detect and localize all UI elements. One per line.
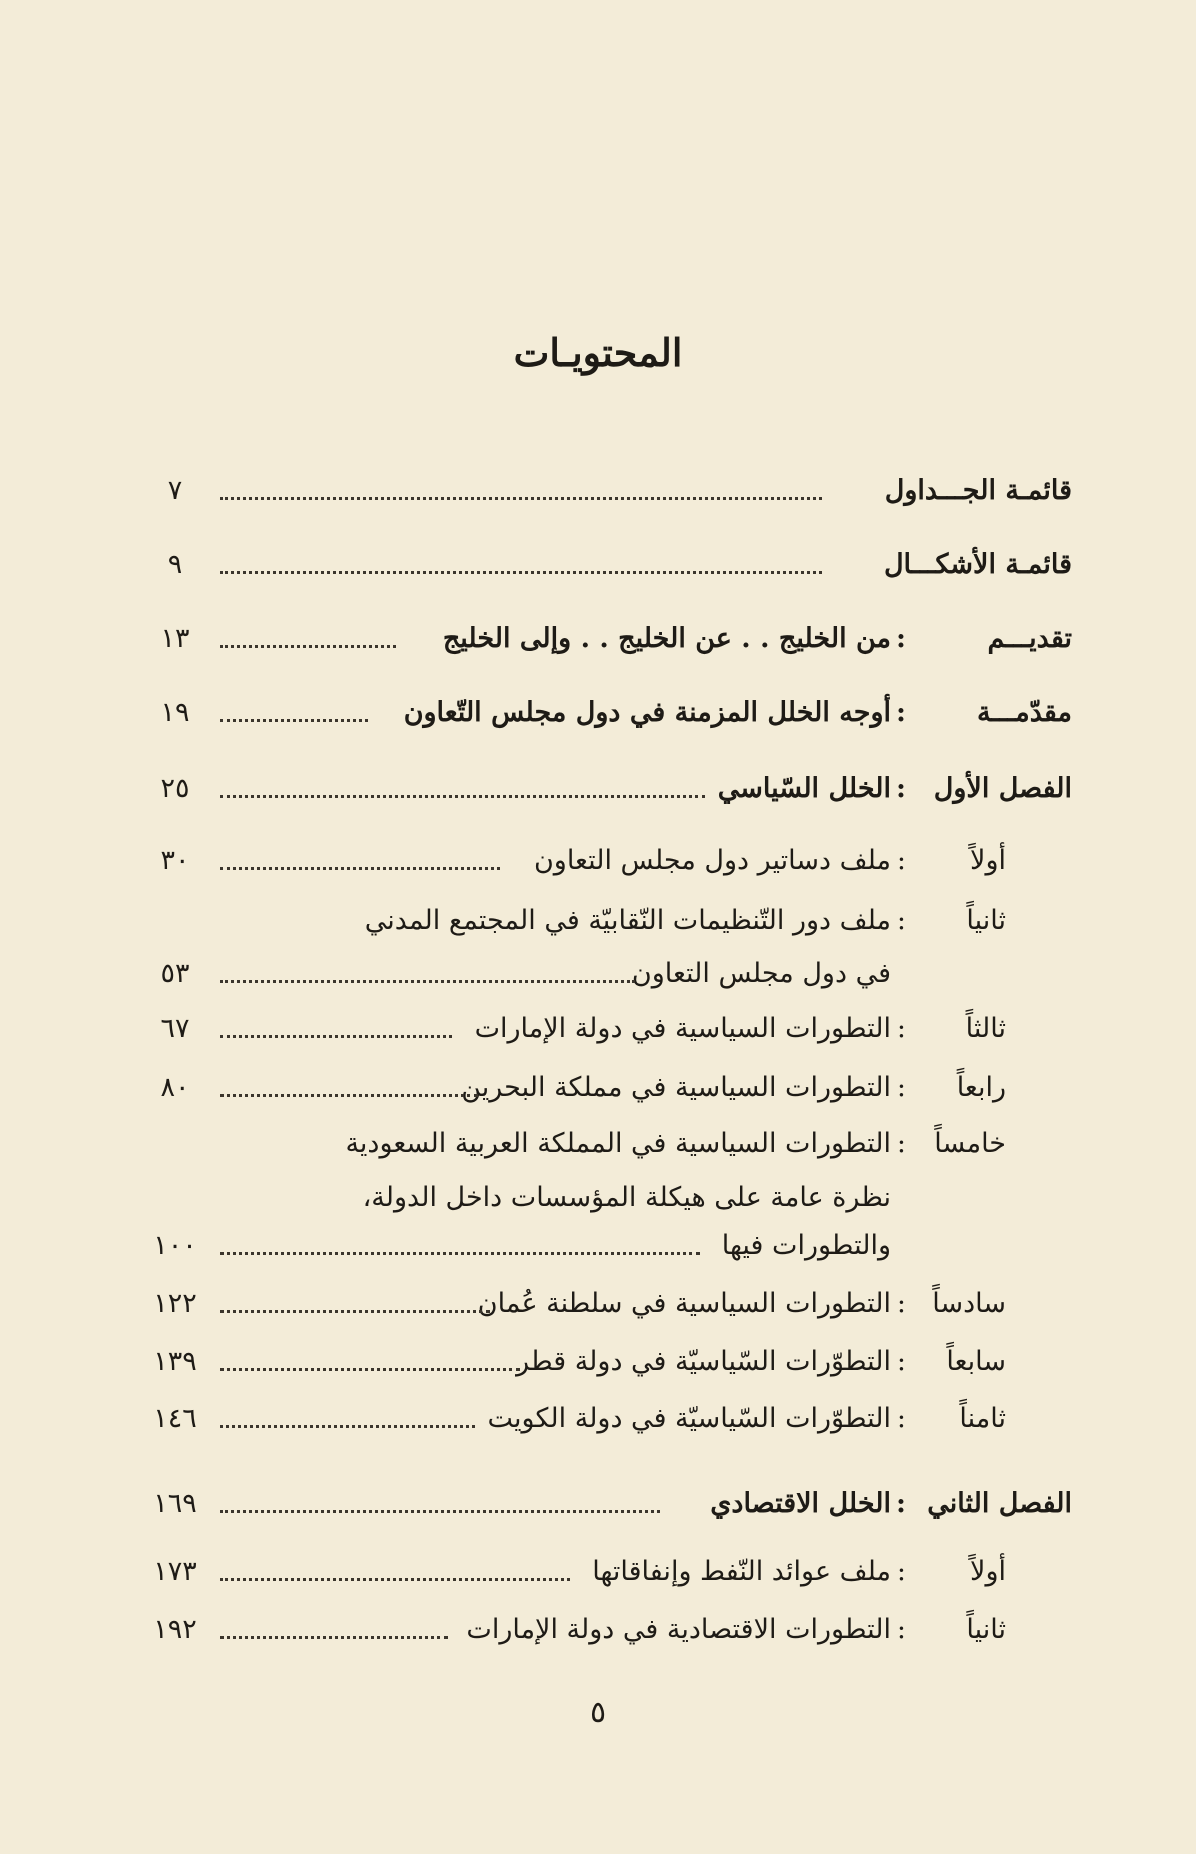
toc-entry-page: ١٩٢ (153, 1614, 197, 1645)
toc-entry-page: ١٩ (160, 697, 190, 728)
toc-entry-label: أولاً (970, 1556, 1006, 1587)
toc-entry-title-line2: نظرة عامة على هيكلة المؤسسات داخل الدولة، (362, 1182, 891, 1213)
leader-dots (220, 1035, 452, 1038)
leader-dots (220, 1636, 448, 1639)
toc-entry-introduction[interactable] (0, 697, 1196, 741)
toc-entry-colon: : (896, 623, 906, 654)
toc-entry-colon: : (896, 845, 906, 876)
toc-entry-page: ٨٠ (160, 1072, 190, 1103)
toc-entry-title: أوجه الخلل المزمنة في دول مجلس التّعاون (403, 697, 891, 728)
toc-entry-section[interactable] (0, 1403, 1196, 1447)
leader-dots (220, 719, 368, 722)
toc-entry-colon: : (896, 1288, 906, 1319)
toc-entry-title: التطورات السياسية في المملكة العربية السعودية (345, 1128, 891, 1159)
toc-entry-page: ١٦٩ (153, 1488, 197, 1519)
toc-entry-title: التطورات السياسية في سلطنة عُمان (477, 1288, 891, 1319)
toc-entry-title: ملف عوائد النّفط وإنفاقاتها (592, 1556, 891, 1587)
toc-entry-section[interactable] (0, 1614, 1196, 1658)
toc-entry-section[interactable] (0, 1288, 1196, 1332)
toc-entry-section[interactable] (0, 905, 1196, 949)
toc-entry-title: التطوّرات السّياسيّة في دولة قطر (516, 1346, 891, 1377)
toc-entry-page: ٥٣ (160, 958, 190, 989)
toc-entry-section[interactable] (0, 1013, 1196, 1057)
toc-entry-page: ١٣٩ (153, 1346, 197, 1377)
toc-entry-colon: : (896, 773, 906, 804)
toc-entry-label: تقديـــم (987, 623, 1072, 654)
toc-entry-title-line2: في دول مجلس التعاون (631, 958, 891, 989)
toc-entry-page: ١٢٢ (153, 1288, 197, 1319)
toc-entry-label: ثانياً (966, 1614, 1006, 1645)
toc-entry-chapter-1[interactable] (0, 773, 1196, 817)
toc-entry-title: التطورات السياسية في دولة الإمارات (474, 1013, 891, 1044)
toc-entry-label: سابعاً (946, 1346, 1006, 1377)
toc-entry-section[interactable] (0, 1128, 1196, 1172)
leader-dots (220, 1310, 490, 1313)
toc-entry-colon: : (896, 1488, 906, 1519)
toc-entry-colon: : (896, 697, 906, 728)
toc-entry-colon: : (896, 1128, 906, 1159)
toc-entry-list-of-figures[interactable] (0, 549, 1196, 593)
toc-entry-section[interactable] (0, 1556, 1196, 1600)
leader-dots (220, 867, 500, 870)
toc-entry-title: التطوّرات السّياسيّة في دولة الكويت (487, 1403, 891, 1434)
toc-entry-chapter-2[interactable] (0, 1488, 1196, 1532)
toc-entry-page: ١٣ (160, 623, 190, 654)
toc-entry-title: الخلل الاقتصادي (710, 1488, 891, 1519)
toc-entry-label: قائمـة الأشكـــال (883, 549, 1072, 580)
toc-entry-colon: : (896, 1614, 906, 1645)
toc-entry-label: الفصل الثاني (927, 1488, 1072, 1519)
toc-entry-title: ملف دور التّنظيمات النّقابيّة في المجتمع المدني (364, 905, 891, 936)
leader-dots (220, 1578, 570, 1581)
toc-entry-continuation (0, 1230, 1196, 1274)
toc-entry-continuation (0, 1182, 1196, 1226)
toc-entry-label: سادساً (932, 1288, 1006, 1319)
toc-entry-section[interactable] (0, 845, 1196, 889)
toc-entry-colon: : (896, 1556, 906, 1587)
toc-entry-colon: : (896, 905, 906, 936)
toc-entry-section[interactable] (0, 1072, 1196, 1116)
leader-dots (220, 1252, 700, 1255)
leader-dots (220, 645, 396, 648)
toc-entry-colon: : (896, 1013, 906, 1044)
toc-entry-page: ٢٥ (160, 773, 190, 804)
leader-dots (220, 980, 635, 983)
page-number: ٥ (589, 1695, 607, 1730)
leader-dots (220, 497, 822, 500)
leader-dots (220, 795, 705, 798)
leader-dots (220, 571, 822, 574)
toc-entry-colon: : (896, 1072, 906, 1103)
toc-entry-title: من الخليج . . عن الخليج . . وإلى الخليج (442, 623, 891, 654)
toc-entry-label: قائمـة الجـــداول (884, 475, 1072, 506)
toc-entry-page: ٣٠ (160, 845, 190, 876)
toc-entry-page: ٦٧ (160, 1013, 190, 1044)
toc-entry-continuation (0, 958, 1196, 1002)
toc-entry-title-line3: والتطورات فيها (721, 1230, 891, 1261)
leader-dots (220, 1510, 660, 1513)
toc-entry-colon: : (896, 1403, 906, 1434)
toc-entry-label: رابعاً (956, 1072, 1006, 1103)
toc-entry-title: الخلل السّياسي (717, 773, 891, 804)
toc-entry-label: خامساً (934, 1128, 1006, 1159)
toc-entry-label: مقدّمـــة (977, 697, 1072, 728)
toc-entry-title: ملف دساتير دول مجلس التعاون (533, 845, 891, 876)
leader-dots (220, 1425, 475, 1428)
leader-dots (220, 1368, 520, 1371)
toc-entry-page: ٧ (167, 475, 183, 506)
toc-entry-page: ١٠٠ (153, 1230, 197, 1261)
toc-entry-list-of-tables[interactable] (0, 475, 1196, 519)
leader-dots (220, 1094, 478, 1097)
toc-entry-page: ١٧٣ (153, 1556, 197, 1587)
toc-entry-preface[interactable] (0, 623, 1196, 667)
toc-entry-colon: : (896, 1346, 906, 1377)
toc-entry-label: ثالثاً (965, 1013, 1006, 1044)
toc-entry-title: التطورات الاقتصادية في دولة الإمارات (466, 1614, 891, 1645)
toc-entry-label: أولاً (970, 845, 1006, 876)
toc-entry-label: ثانياً (966, 905, 1006, 936)
toc-entry-page: ٩ (167, 549, 183, 580)
toc-entry-label: الفصل الأول (933, 773, 1072, 804)
page-title: المحتويـات (513, 330, 683, 375)
toc-entry-section[interactable] (0, 1346, 1196, 1390)
toc-entry-label: ثامناً (959, 1403, 1006, 1434)
toc-entry-title: التطورات السياسية في مملكة البحرين (461, 1072, 891, 1103)
toc-entry-page: ١٤٦ (153, 1403, 197, 1434)
